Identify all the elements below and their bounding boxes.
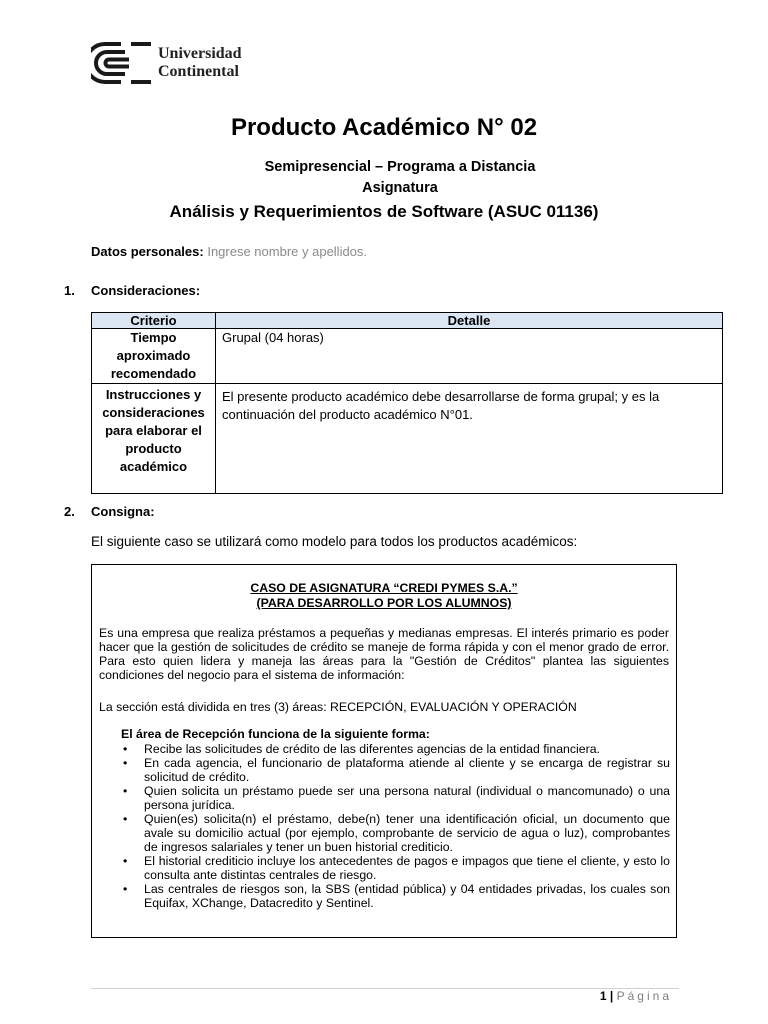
consigna-paragraph: El siguiente caso se utilizará como modelo para todos los productos académicos: — [91, 534, 578, 549]
case-subtitle: (PARA DESARROLLO POR LOS ALUMNOS) — [256, 596, 512, 610]
table-row — [92, 384, 723, 494]
bullet-icon: • — [123, 854, 128, 868]
footer-divider — [91, 988, 679, 989]
course-name: Análisis y Requerimientos de Software (ASUC 01136) — [169, 202, 599, 221]
criteria-table — [91, 312, 723, 494]
bullet-icon: • — [123, 812, 128, 826]
personal-data-label: Datos personales: — [91, 244, 204, 259]
table-header-detalle: Detalle — [216, 313, 723, 329]
list-item: • Recibe las solicitudes de crédito de las diferentes agencias de la entidad financiera. — [123, 742, 600, 756]
list-item: • Quien solicita un préstamo puede ser una persona natural (individual o mancomunado) o una persona jurídica. — [123, 784, 670, 812]
bullet-icon: • — [123, 756, 128, 770]
logo-line-2: Continental — [158, 63, 239, 80]
university-logo — [91, 41, 242, 85]
case-paragraph-2: La sección está dividida en tres (3) áreas: RECEPCIÓN, EVALUACIÓN Y OPERACIÓN — [99, 700, 577, 714]
table-cell-detalle: Grupal (04 horas) — [216, 329, 723, 384]
table-cell-criterio: Instrucciones y consideraciones para elaborar el producto académico — [92, 384, 216, 494]
document-title: Producto Académico N° 02 — [230, 114, 538, 141]
page-label: Página — [616, 989, 672, 1003]
personal-data-placeholder[interactable]: Ingrese nombre y apellidos. — [207, 244, 368, 259]
section-2-title: Consigna: — [91, 504, 155, 519]
table-header-row — [92, 313, 723, 329]
list-item: • En cada agencia, el funcionario de plataforma atiende al cliente y se encarga de registrar su solicitud de crédito. — [123, 756, 670, 784]
case-bullet-list — [120, 742, 670, 910]
personal-data-line — [91, 244, 367, 259]
footer-separator: | — [609, 989, 614, 1003]
section-2-number: 2. — [64, 504, 75, 519]
table-row — [92, 329, 723, 384]
table-cell-criterio: Tiempo aproximado recomendado — [92, 329, 216, 384]
list-item: • El historial crediticio incluye los antecedentes de pagos e impagos que tiene el cliente, y esto lo consulta ante distintas centrales de riesgo. — [123, 854, 670, 882]
list-item: • Las centrales de riesgos son, la SBS (entidad pública) y 04 entidades privadas, los cuales son Equifax, XChange, Datacredito y Sentinel. — [123, 882, 670, 910]
section-1-title: Consideraciones: — [91, 283, 201, 298]
modality-subtitle: Semipresencial – Programa a Distancia — [264, 159, 536, 175]
bullet-icon: • — [123, 742, 128, 756]
case-box — [91, 564, 677, 938]
bullet-icon: • — [123, 882, 128, 896]
section-2-heading — [64, 504, 155, 519]
table-header-criterio: Criterio — [92, 313, 216, 329]
logo-line-1: Universidad — [158, 45, 242, 62]
case-paragraph-1: Es una empresa que realiza préstamos a pequeñas y medianas empresas. El interés primario es poder hacer que la gestión de solicitudes de crédito se maneje de forma rápida y con el menor grado de error. Para esto quien lidera y maneja las áreas para la "Gestión de Créditos" plantea las siguientes condiciones del negocio para el sistema de información: — [99, 626, 669, 682]
list-item: • Quien(es) solicita(n) el préstamo, debe(n) tener una identificación oficial, un documento que avale su domicilio actual (por ejemplo, comprobante de servicio de agua o luz), comprobantes de ingresos salariales y tener un buen historial crediticio. — [123, 812, 670, 854]
case-reception-heading: El área de Recepción funciona de la siguiente forma: — [121, 727, 430, 741]
page-footer — [600, 989, 672, 1003]
asignatura-label: Asignatura — [362, 180, 438, 196]
page-number: 1 — [599, 989, 607, 1003]
universidad-continental-logo-icon — [91, 41, 151, 85]
section-1-heading — [64, 283, 200, 298]
section-1-number: 1. — [64, 283, 75, 298]
case-title: CASO DE ASIGNATURA “CREDI PYMES S.A.” — [250, 581, 518, 595]
table-cell-detalle: El presente producto académico debe desarrollarse de forma grupal; y es la continuación del producto académico N°01. — [216, 384, 723, 494]
bullet-icon: • — [123, 784, 128, 798]
